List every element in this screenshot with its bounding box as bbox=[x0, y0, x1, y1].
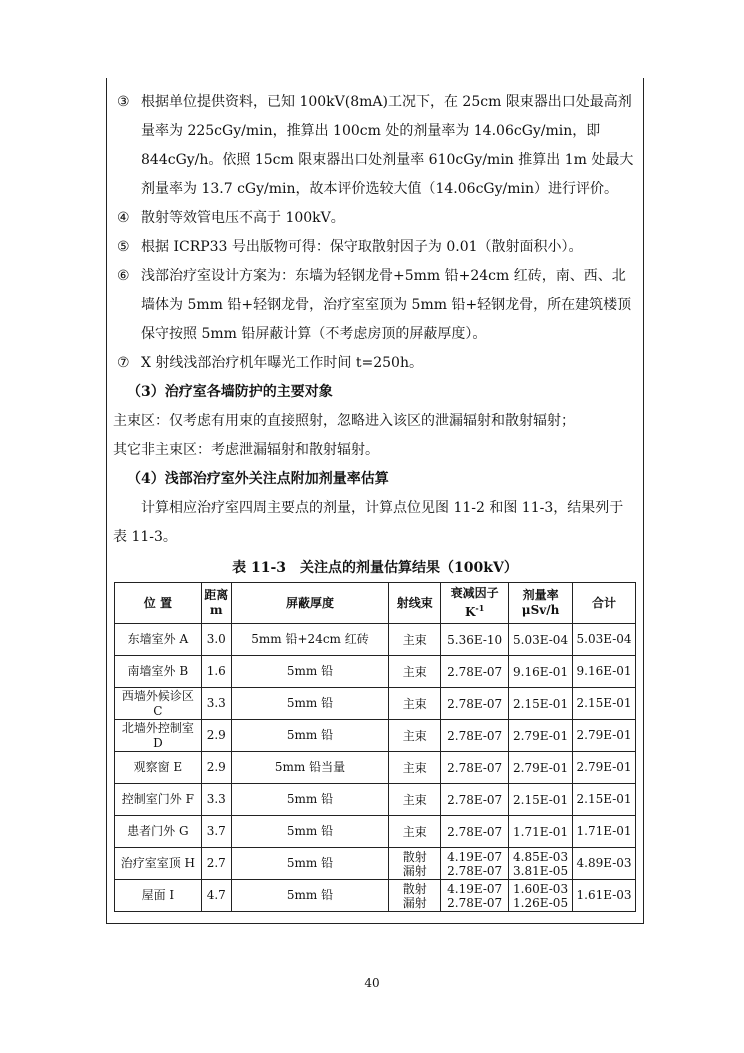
cell-beam bbox=[389, 816, 441, 848]
cell-dose-rate-line: 1.26E-05 bbox=[513, 895, 569, 910]
cell-shielding: 5mm 铅 bbox=[231, 688, 389, 720]
cell-position: 南墙室外 B bbox=[115, 656, 202, 688]
page-number: 40 bbox=[364, 976, 380, 990]
cell-beam-line: 漏射 bbox=[402, 863, 427, 878]
cell-beam-line: 主束 bbox=[402, 664, 427, 679]
header-shielding: 屏蔽厚度 bbox=[231, 583, 389, 624]
cell-beam-line: 主束 bbox=[402, 728, 427, 743]
cell-attenuation bbox=[441, 784, 509, 816]
cell-beam-line: 主束 bbox=[402, 824, 427, 839]
list-item-number: ④ bbox=[117, 210, 130, 226]
cell-beam bbox=[389, 880, 441, 912]
cell-shielding: 5mm 铅 bbox=[231, 720, 389, 752]
list-item-text: 散射等效管电压不高于 100kV。 bbox=[141, 210, 345, 226]
cell-distance: 4.7 bbox=[201, 880, 231, 912]
cell-position: 患者门外 G bbox=[115, 816, 202, 848]
cell-total: 9.16E-01 bbox=[573, 656, 636, 688]
list-item-text: 根据 ICRP33 号出版物可得：保守取散射因子为 0.01（散射面积小）。 bbox=[141, 239, 583, 255]
cell-distance: 1.6 bbox=[201, 656, 231, 688]
cell-position: 北墙外控制室 D bbox=[115, 720, 202, 752]
cell-distance: 3.3 bbox=[201, 688, 231, 720]
cell-dose-rate-line: 2.15E-01 bbox=[513, 792, 569, 807]
cell-attenuation-line: 2.78E-07 bbox=[447, 696, 503, 711]
cell-beam bbox=[389, 656, 441, 688]
header-dose-unit: μSv/h bbox=[521, 603, 560, 617]
cell-beam-line: 主束 bbox=[402, 696, 427, 711]
cell-attenuation-line: 2.78E-07 bbox=[447, 895, 503, 910]
cell-dose-rate bbox=[509, 816, 573, 848]
cell-beam bbox=[389, 752, 441, 784]
cell-distance: 3.3 bbox=[201, 784, 231, 816]
cell-attenuation bbox=[441, 656, 509, 688]
assumption-list bbox=[113, 88, 637, 378]
cell-beam-line: 散射 bbox=[402, 881, 427, 896]
list-item-text: 根据单位提供资料，已知 100kV(8mA)工况下，在 25cm 限束器出口处最高剂量率为 225cGy/min，推算出 100cm 处的剂量率为 14.06cGy/min，即 844cGy/h。依照 15cm 限束器出口处剂量率 610cGy/min 推算出 1m 处最大剂量率为 13.7 cGy/min，故本评价选较大值（14.06cGy/min）进行评价。 bbox=[141, 94, 634, 197]
cell-total: 1.71E-01 bbox=[573, 816, 636, 848]
table-row bbox=[115, 656, 636, 688]
header-total: 合计 bbox=[573, 583, 636, 624]
cell-attenuation-line: 4.19E-07 bbox=[447, 881, 503, 896]
cell-beam bbox=[389, 848, 441, 880]
cell-dose-rate-line: 1.71E-01 bbox=[513, 824, 569, 839]
cell-attenuation-line: 2.78E-07 bbox=[447, 824, 503, 839]
table-row bbox=[115, 688, 636, 720]
cell-distance: 2.9 bbox=[201, 720, 231, 752]
main-beam-paragraph: 主束区：仅考虑有用束的直接照射，忽略进入该区的泄漏辐射和散射辐射； bbox=[113, 413, 575, 429]
header-atten-sup: -1 bbox=[475, 603, 485, 613]
list-item-number: ⑥ bbox=[117, 268, 130, 284]
cell-attenuation bbox=[441, 624, 509, 656]
cell-total: 4.89E-03 bbox=[573, 848, 636, 880]
list-item-number: ③ bbox=[117, 94, 130, 110]
header-atten-unit: K bbox=[464, 605, 476, 619]
header-position: 位 置 bbox=[115, 583, 202, 624]
cell-beam-line: 主束 bbox=[402, 632, 427, 647]
header-attenuation bbox=[441, 583, 509, 624]
cell-dose-rate-line: 2.79E-01 bbox=[513, 728, 569, 743]
cell-attenuation bbox=[441, 880, 509, 912]
cell-shielding: 5mm 铅当量 bbox=[231, 752, 389, 784]
list-item bbox=[113, 88, 637, 204]
table-header-row bbox=[115, 583, 636, 624]
cell-beam bbox=[389, 784, 441, 816]
header-distance bbox=[201, 583, 231, 624]
table-body bbox=[115, 624, 636, 912]
table-row bbox=[115, 784, 636, 816]
header-dose-rate bbox=[509, 583, 573, 624]
cell-shielding: 5mm 铅 bbox=[231, 656, 389, 688]
cell-attenuation bbox=[441, 688, 509, 720]
cell-shielding: 5mm 铅 bbox=[231, 816, 389, 848]
cell-attenuation bbox=[441, 816, 509, 848]
list-item-number: ⑦ bbox=[117, 355, 130, 371]
cell-attenuation-line: 4.19E-07 bbox=[447, 849, 503, 864]
list-item bbox=[113, 204, 637, 233]
table-caption: 表 11-3 关注点的剂量估算结果（100kV） bbox=[232, 560, 518, 576]
dose-estimate-table bbox=[114, 582, 636, 912]
cell-position: 屋面 I bbox=[115, 880, 202, 912]
cell-position: 东墙室外 A bbox=[115, 624, 202, 656]
section-heading-3: （3）治疗室各墙防护的主要对象 bbox=[127, 384, 333, 400]
calc-paragraph: 计算相应治疗室四周主要点的剂量，计算点位见图 11-2 和图 11-3，结果列于表 11-3。 bbox=[113, 500, 624, 545]
cell-attenuation-line: 2.78E-07 bbox=[447, 664, 503, 679]
cell-dose-rate bbox=[509, 848, 573, 880]
cell-position: 治疗室室顶 H bbox=[115, 848, 202, 880]
cell-dose-rate-line: 2.15E-01 bbox=[513, 696, 569, 711]
cell-attenuation-line: 2.78E-07 bbox=[447, 863, 503, 878]
table-row bbox=[115, 816, 636, 848]
cell-beam-line: 漏射 bbox=[402, 895, 427, 910]
cell-dose-rate bbox=[509, 752, 573, 784]
table-row bbox=[115, 848, 636, 880]
cell-dose-rate bbox=[509, 720, 573, 752]
document-body bbox=[113, 88, 637, 912]
cell-attenuation bbox=[441, 752, 509, 784]
cell-shielding: 5mm 铅+24cm 红砖 bbox=[231, 624, 389, 656]
cell-attenuation-line: 2.78E-07 bbox=[447, 760, 503, 775]
list-item bbox=[113, 349, 637, 378]
cell-dose-rate-line: 1.60E-03 bbox=[513, 881, 569, 896]
cell-attenuation-line: 2.78E-07 bbox=[447, 792, 503, 807]
cell-total: 1.61E-03 bbox=[573, 880, 636, 912]
cell-attenuation bbox=[441, 720, 509, 752]
list-item bbox=[113, 262, 637, 349]
cell-attenuation-line: 2.78E-07 bbox=[447, 728, 503, 743]
list-item-text: 浅部治疗室设计方案为：东墙为轻钢龙骨+5mm 铅+24cm 红砖，南、西、北墙体为 5mm 铅+轻钢龙骨，治疗室室顶为 5mm 铅+轻钢龙骨，所在建筑楼顶保守按照 5mm 铅屏蔽计算（不考虑房顶的屏蔽厚度）。 bbox=[141, 268, 632, 342]
cell-distance: 2.7 bbox=[201, 848, 231, 880]
cell-dose-rate-line: 3.81E-05 bbox=[513, 863, 569, 878]
cell-total: 2.15E-01 bbox=[573, 784, 636, 816]
cell-shielding: 5mm 铅 bbox=[231, 880, 389, 912]
list-item-text: X 射线浅部治疗机年曝光工作时间 t=250h。 bbox=[141, 355, 423, 371]
non-main-beam-paragraph: 其它非主束区：考虑泄漏辐射和散射辐射。 bbox=[113, 442, 379, 458]
cell-distance: 2.9 bbox=[201, 752, 231, 784]
cell-position: 控制室门外 F bbox=[115, 784, 202, 816]
header-beam: 射线束 bbox=[389, 583, 441, 624]
cell-beam-line: 散射 bbox=[402, 849, 427, 864]
table-row bbox=[115, 880, 636, 912]
section-heading-4: （4）浅部治疗室外关注点附加剂量率估算 bbox=[127, 471, 389, 487]
table-row bbox=[115, 624, 636, 656]
cell-total: 5.03E-04 bbox=[573, 624, 636, 656]
cell-distance: 3.7 bbox=[201, 816, 231, 848]
list-item-number: ⑤ bbox=[117, 239, 130, 255]
table-row bbox=[115, 720, 636, 752]
cell-shielding: 5mm 铅 bbox=[231, 784, 389, 816]
cell-beam-line: 主束 bbox=[402, 760, 427, 775]
cell-dose-rate bbox=[509, 624, 573, 656]
header-distance-unit: m bbox=[209, 603, 223, 617]
cell-dose-rate-line: 9.16E-01 bbox=[513, 664, 569, 679]
cell-position: 西墙外候诊区 C bbox=[115, 688, 202, 720]
cell-attenuation-line: 5.36E-10 bbox=[447, 632, 503, 647]
cell-dose-rate-line: 2.79E-01 bbox=[513, 760, 569, 775]
cell-dose-rate-line: 5.03E-04 bbox=[513, 632, 569, 647]
cell-total: 2.79E-01 bbox=[573, 752, 636, 784]
cell-beam bbox=[389, 688, 441, 720]
cell-beam bbox=[389, 624, 441, 656]
cell-dose-rate bbox=[509, 784, 573, 816]
cell-beam-line: 主束 bbox=[402, 792, 427, 807]
header-distance-label: 距离 bbox=[204, 588, 229, 602]
cell-total: 2.15E-01 bbox=[573, 688, 636, 720]
cell-dose-rate bbox=[509, 656, 573, 688]
cell-beam bbox=[389, 720, 441, 752]
list-item bbox=[113, 233, 637, 262]
cell-dose-rate bbox=[509, 688, 573, 720]
cell-distance: 3.0 bbox=[201, 624, 231, 656]
cell-dose-rate bbox=[509, 880, 573, 912]
cell-dose-rate-line: 4.85E-03 bbox=[513, 849, 569, 864]
cell-attenuation bbox=[441, 848, 509, 880]
header-atten-label: 衰减因子 bbox=[450, 586, 499, 600]
cell-shielding: 5mm 铅 bbox=[231, 848, 389, 880]
table-row bbox=[115, 752, 636, 784]
cell-total: 2.79E-01 bbox=[573, 720, 636, 752]
cell-position: 观察窗 E bbox=[115, 752, 202, 784]
header-dose-label: 剂量率 bbox=[522, 588, 559, 602]
